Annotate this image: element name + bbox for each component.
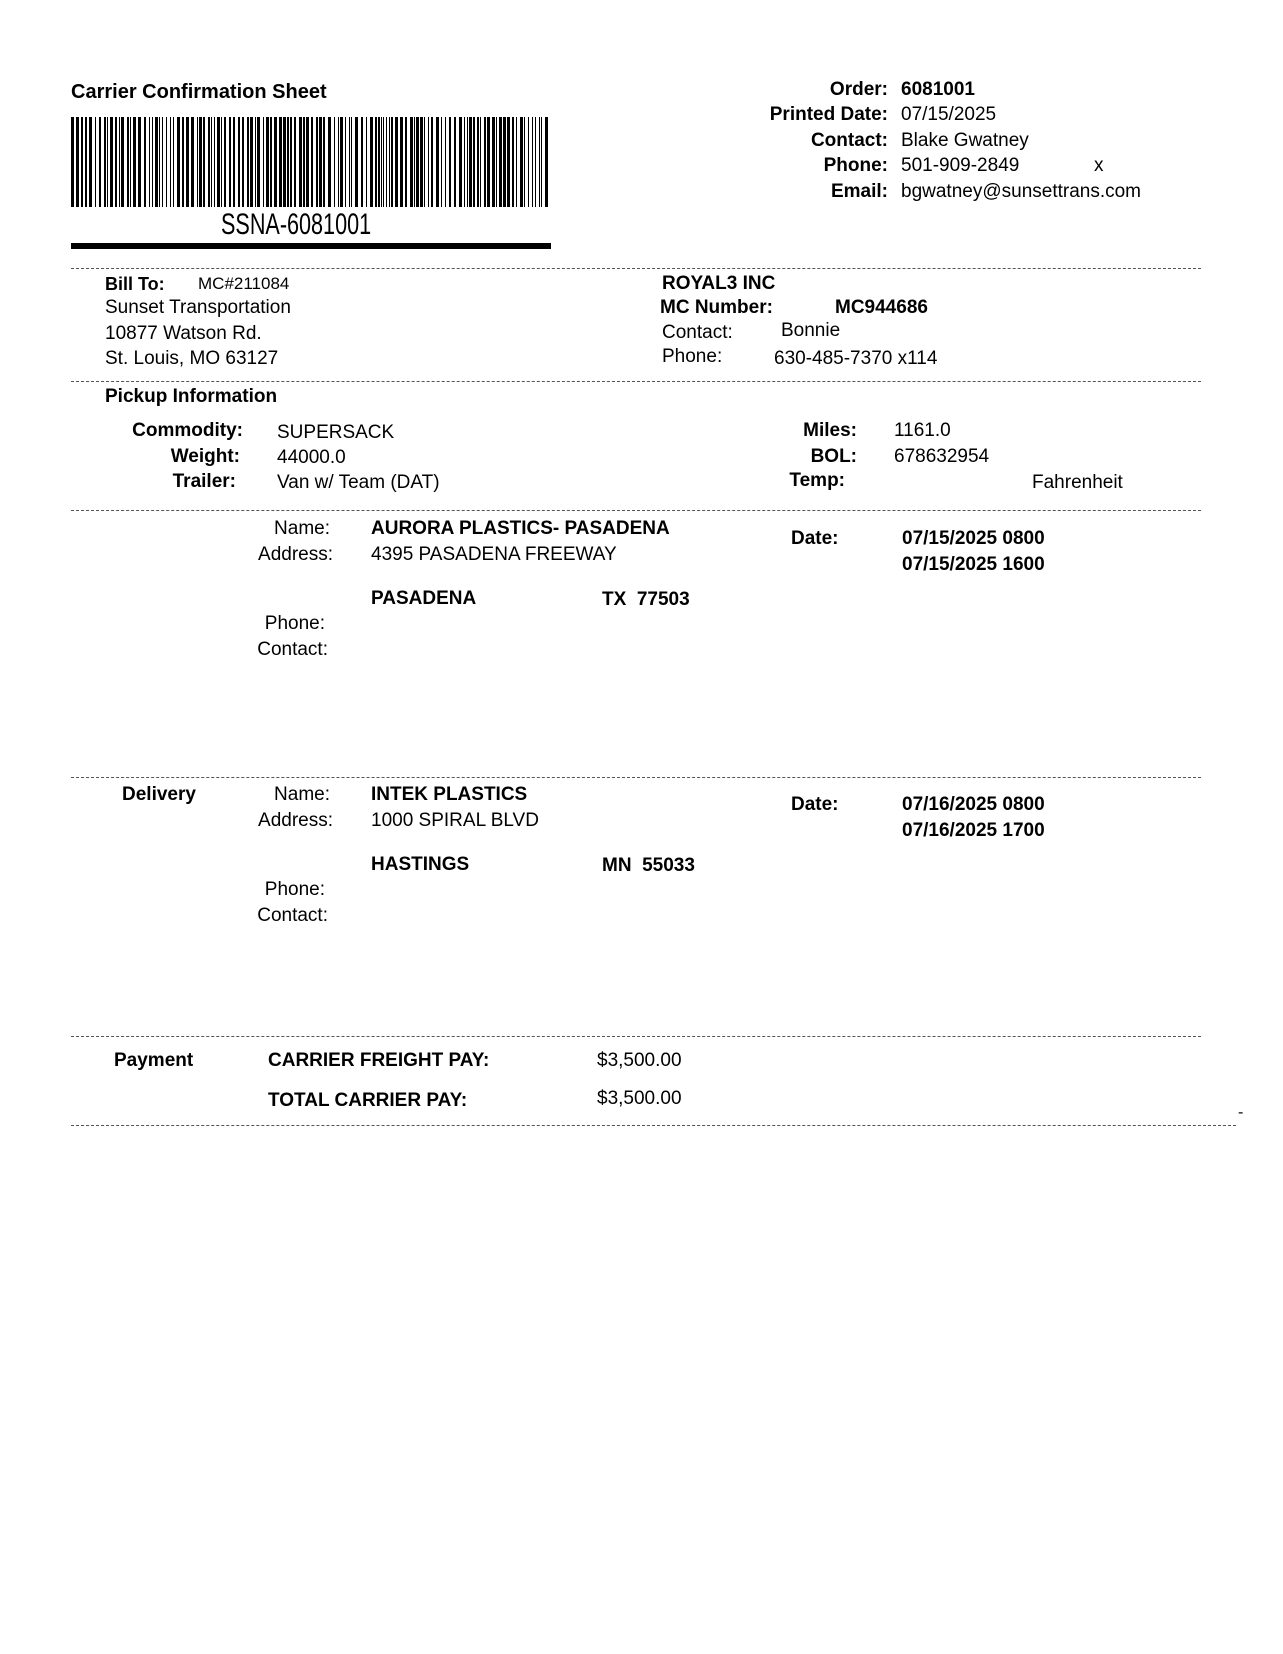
divider — [71, 1036, 1201, 1037]
pickup-info-title: Pickup Information — [105, 386, 278, 407]
carrier-contact-label: Contact: — [662, 322, 733, 343]
delivery-title: Delivery — [122, 784, 196, 805]
trailer-label: Trailer: — [172, 471, 236, 492]
weight-value: 44000.0 — [277, 447, 346, 468]
delivery-city: HASTINGS — [371, 854, 470, 875]
delivery-contact-label: Contact: — [257, 905, 328, 926]
pickup-date-from: 07/15/2025 0800 — [902, 528, 1045, 549]
temp-unit: Fahrenheit — [1032, 472, 1123, 493]
divider — [71, 268, 1201, 269]
delivery-date-from: 07/16/2025 0800 — [902, 794, 1045, 815]
bill-to-label: Bill To: — [105, 274, 165, 294]
trailing-mark: - — [1238, 1104, 1244, 1121]
barcode-underline — [71, 243, 551, 249]
total-pay-label: TOTAL CARRIER PAY: — [268, 1090, 468, 1111]
delivery-name-value: INTEK PLASTICS — [371, 784, 528, 805]
divider — [71, 1125, 1236, 1126]
pickup-address-label: Address: — [258, 544, 333, 565]
pickup-date-to: 07/15/2025 1600 — [902, 554, 1045, 575]
document-title: Carrier Confirmation Sheet — [71, 81, 327, 103]
carrier-mc-label: MC Number: — [660, 297, 773, 318]
freight-pay-label: CARRIER FREIGHT PAY: — [268, 1050, 490, 1071]
bol-label: BOL: — [810, 446, 857, 467]
header-email-value: bgwatney@sunsettrans.com — [901, 181, 1142, 202]
pickup-city: PASADENA — [371, 588, 477, 609]
temp-label: Temp: — [789, 470, 845, 491]
barcode-image — [71, 117, 551, 207]
commodity-label: Commodity: — [132, 420, 243, 441]
barcode-text: SSNA-6081001 — [221, 208, 372, 241]
delivery-name-label: Name: — [274, 784, 330, 805]
delivery-date-to: 07/16/2025 1700 — [902, 820, 1045, 841]
pickup-contact-label: Contact: — [257, 639, 328, 660]
bill-to-address2: St. Louis, MO 63127 — [105, 348, 279, 369]
bill-to-mc: MC#211084 — [198, 274, 290, 293]
header-phone-value: 501-909-2849 — [901, 155, 1020, 176]
pickup-date-label: Date: — [791, 528, 839, 549]
header-contact-value: Blake Gwatney — [901, 130, 1029, 151]
pickup-address-value: 4395 PASADENA FREEWAY — [371, 544, 617, 565]
carrier-mc-value: MC944686 — [835, 297, 928, 318]
freight-pay-value: $3,500.00 — [597, 1050, 682, 1071]
total-pay-value: $3,500.00 — [597, 1088, 682, 1109]
delivery-phone-label: Phone: — [264, 879, 325, 900]
header-phone-label: Phone: — [823, 155, 888, 176]
carrier-phone-label: Phone: — [662, 346, 723, 367]
delivery-date-label: Date: — [791, 794, 839, 815]
divider — [71, 510, 1201, 511]
pickup-name-value: AURORA PLASTICS- PASADENA — [371, 518, 670, 539]
pickup-name-label: Name: — [274, 518, 330, 539]
bill-to-name: Sunset Transportation — [105, 297, 291, 318]
bol-value: 678632954 — [894, 446, 990, 467]
trailer-value: Van w/ Team (DAT) — [277, 472, 440, 493]
order-label: Order: — [829, 79, 888, 100]
divider — [71, 777, 1201, 778]
pickup-phone-label: Phone: — [264, 613, 325, 634]
divider — [71, 381, 1201, 382]
header-contact-label: Contact: — [810, 130, 888, 151]
miles-value: 1161.0 — [894, 420, 951, 441]
payment-title: Payment — [114, 1050, 194, 1071]
miles-label: Miles: — [803, 420, 857, 441]
delivery-address-label: Address: — [258, 810, 333, 831]
carrier-contact-value: Bonnie — [781, 320, 841, 341]
carrier-name: ROYAL3 INC — [662, 273, 776, 294]
header-phone-ext: x — [1094, 155, 1104, 176]
order-number: 6081001 — [901, 79, 975, 100]
carrier-phone-value: 630-485-7370 x114 — [774, 348, 938, 369]
header-email-label: Email: — [830, 181, 888, 202]
delivery-address-value: 1000 SPIRAL BLVD — [371, 810, 539, 831]
weight-label: Weight: — [170, 446, 240, 467]
delivery-state-zip: MN 55033 — [602, 855, 695, 876]
bill-to-address1: 10877 Watson Rd. — [105, 323, 262, 344]
printed-date-value: 07/15/2025 — [901, 104, 997, 125]
commodity-value: SUPERSACK — [277, 422, 395, 443]
printed-date-label: Printed Date: — [769, 104, 888, 125]
pickup-state-zip: TX 77503 — [602, 589, 690, 610]
